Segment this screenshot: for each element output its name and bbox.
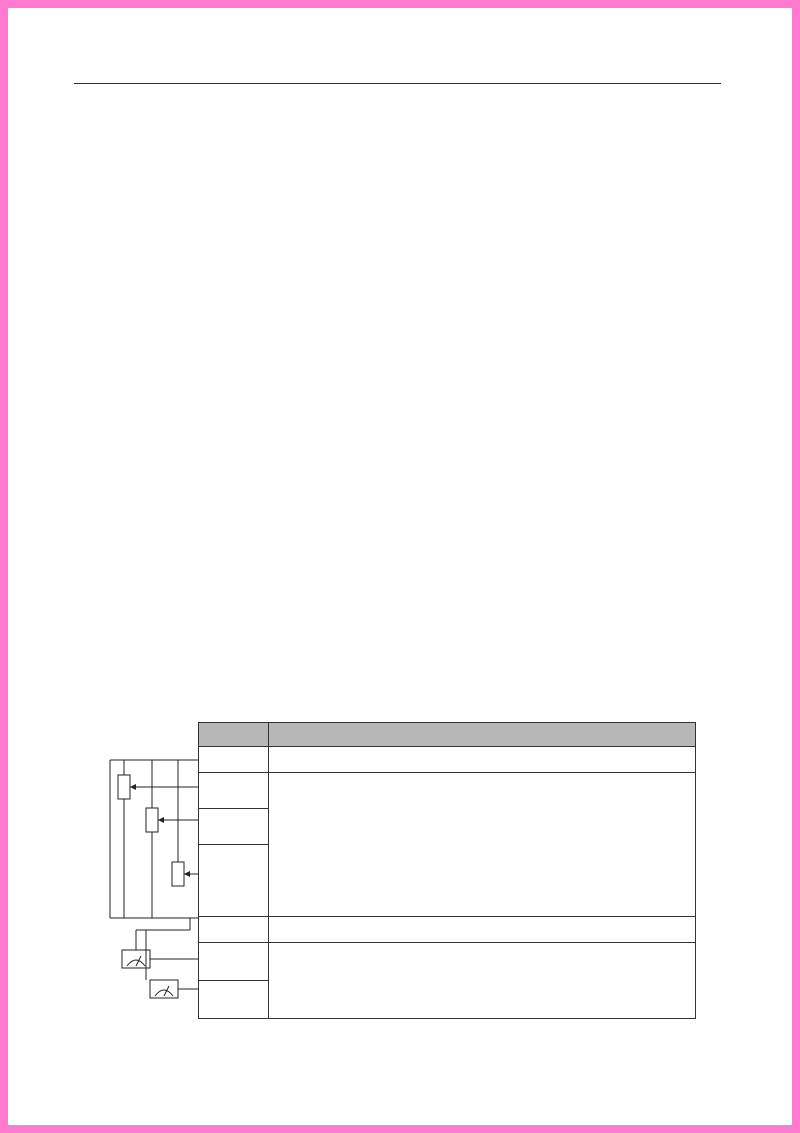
cell-desc-ai	[269, 773, 696, 917]
cell-name-ai3	[199, 845, 269, 917]
terminal-spec-table	[198, 722, 696, 1019]
cell-desc-10v	[269, 747, 696, 773]
header-rule	[74, 83, 721, 84]
cell-name-ai2	[199, 809, 269, 845]
cell-name-ao1	[199, 943, 269, 981]
cell-name-10v	[199, 747, 269, 773]
cell-name-ai1	[199, 773, 269, 809]
col-header-desc	[269, 723, 696, 747]
cell-name-ao2	[199, 981, 269, 1019]
col-header-name	[199, 723, 269, 747]
cell-desc-ao	[269, 943, 696, 1019]
cell-name-gnd	[199, 917, 269, 943]
cell-desc-gnd	[269, 917, 696, 943]
